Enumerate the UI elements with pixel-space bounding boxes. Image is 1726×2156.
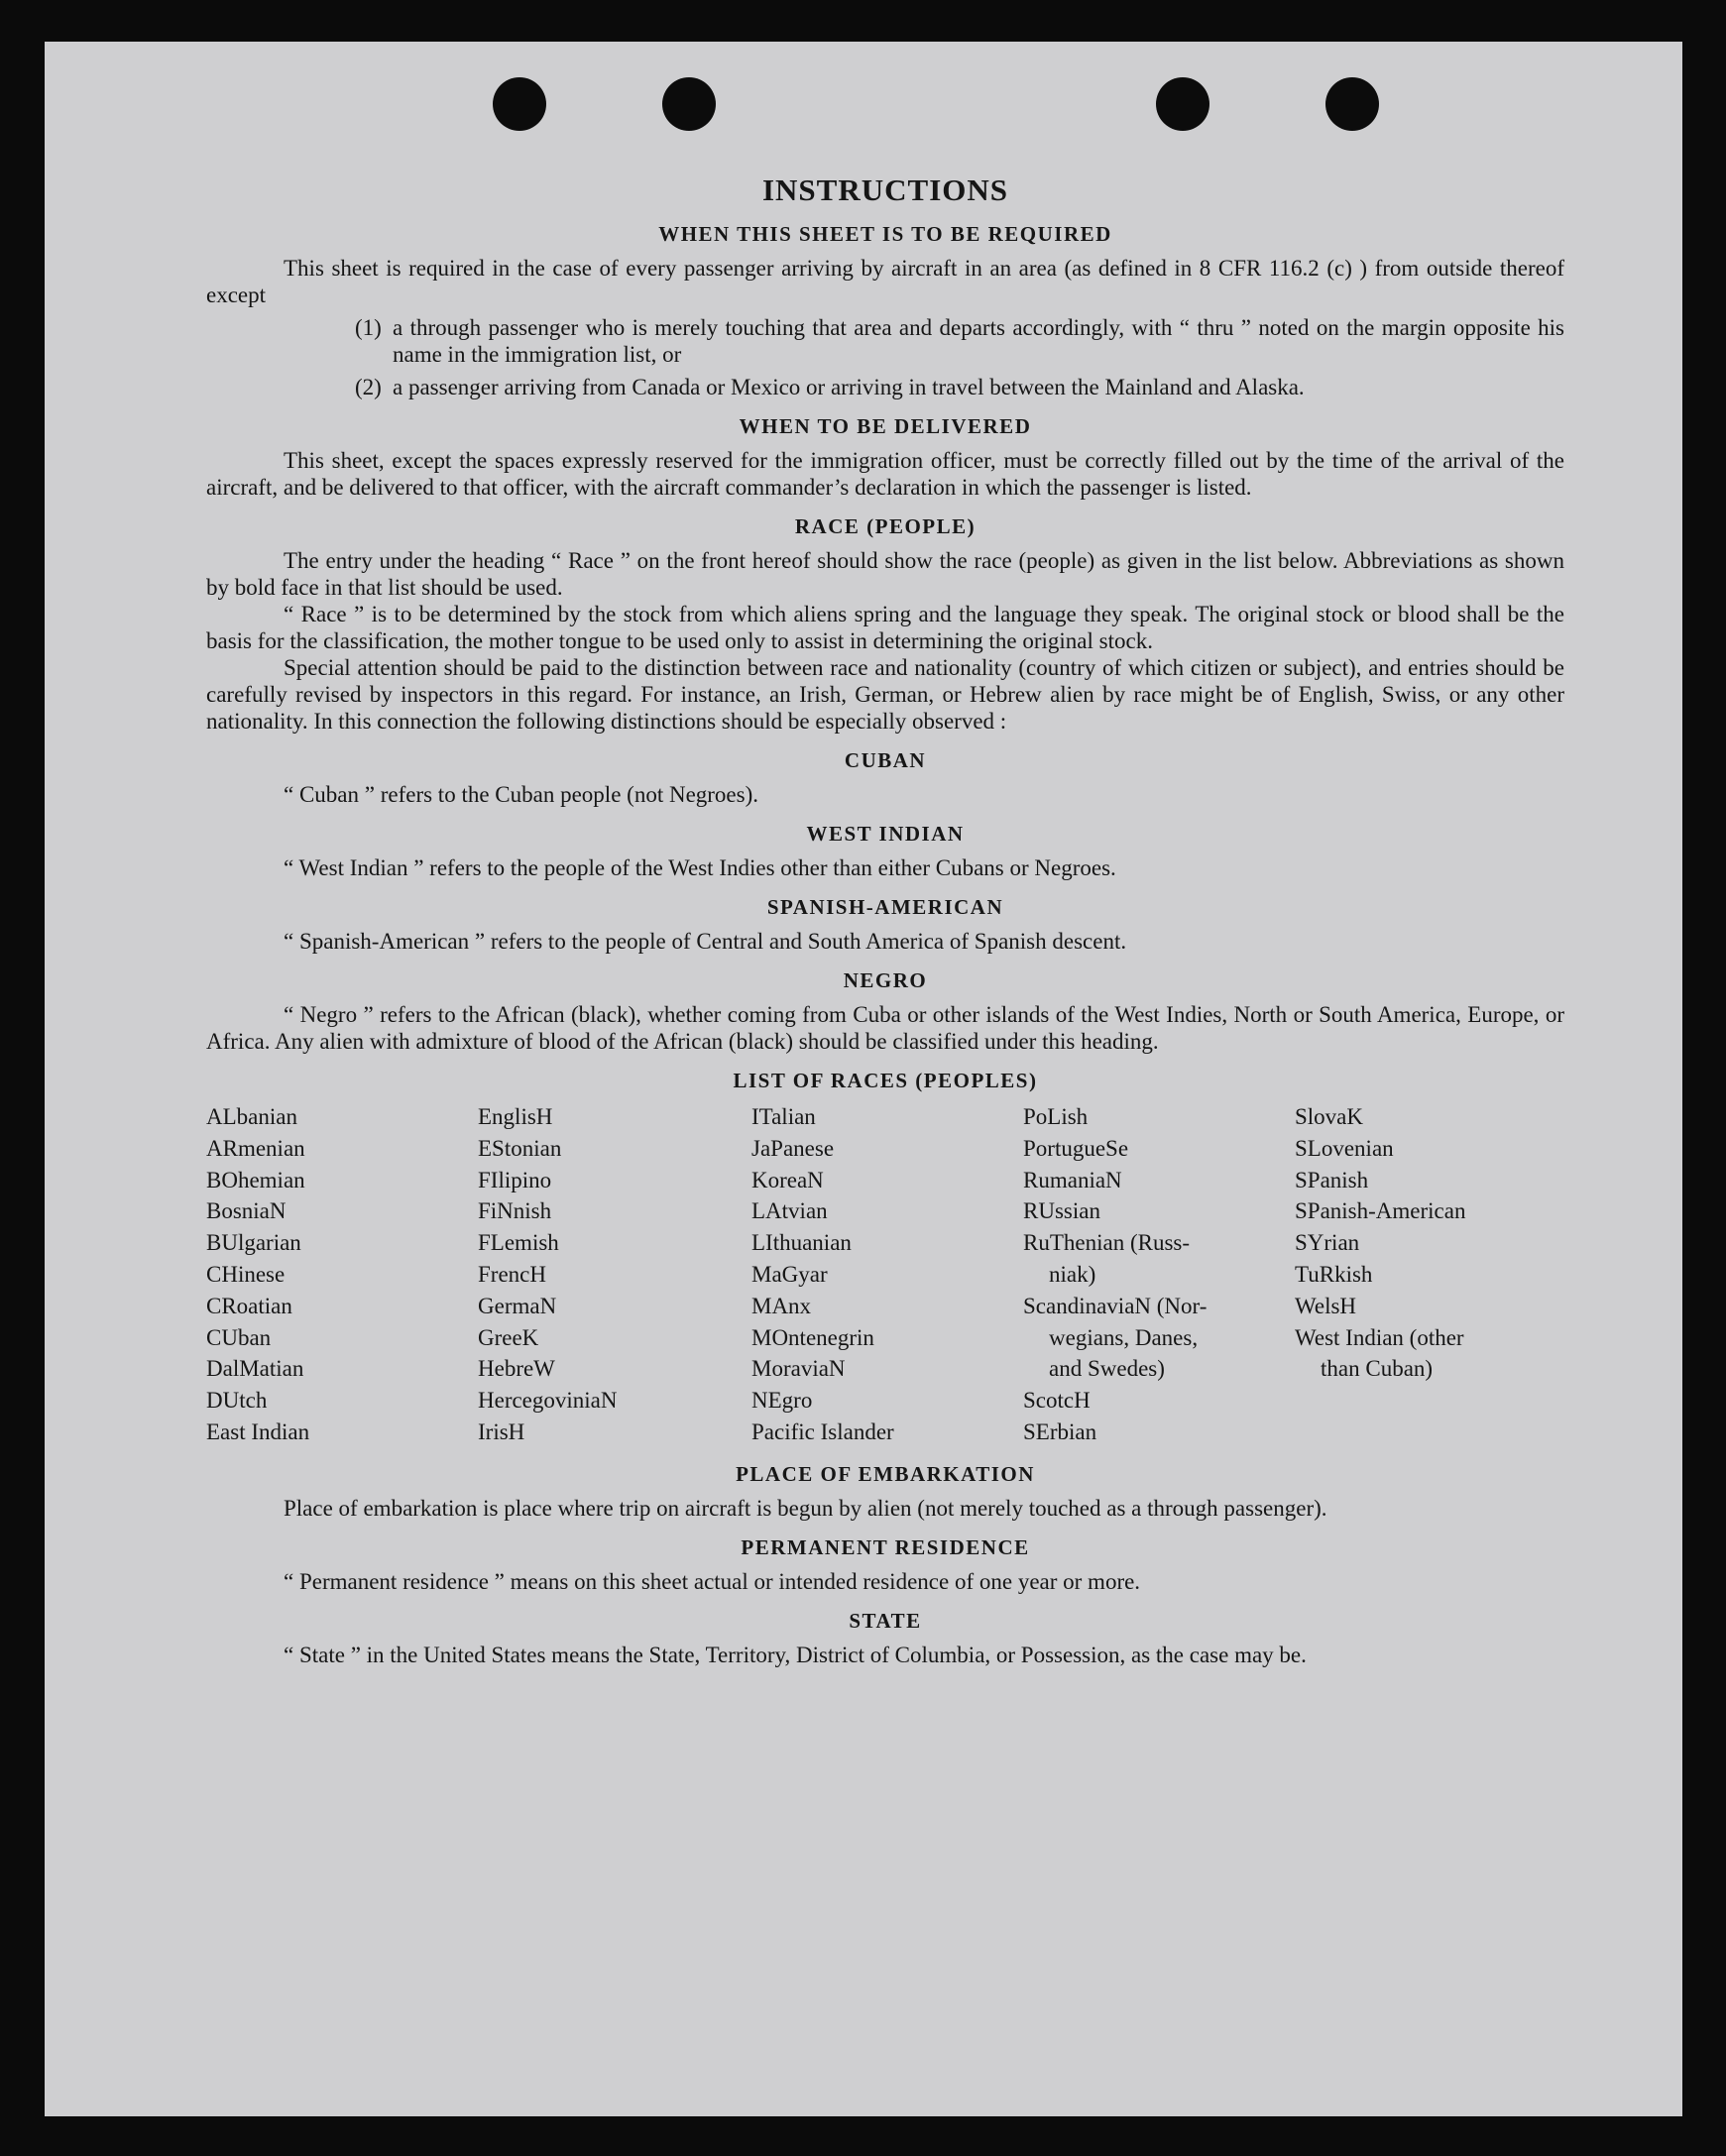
races-column <box>206 1101 478 1448</box>
section-heading-negro: NEGRO <box>843 968 928 992</box>
race-list-item: RumaniaN <box>1023 1167 1122 1192</box>
exception-item <box>355 374 1564 400</box>
exception-item <box>355 314 1564 368</box>
race-list-item: FrencH <box>478 1261 546 1287</box>
race-list-item: SYrian <box>1295 1230 1360 1256</box>
race-list-item: East Indian <box>206 1418 310 1444</box>
race-list-item: MAnx <box>751 1293 812 1318</box>
section-heading-cuban: CUBAN <box>844 748 927 772</box>
race-list-item: HercegoviniaN <box>478 1388 618 1414</box>
race-list-item: FLemish <box>478 1230 559 1256</box>
race-list-item: FIlipino <box>478 1167 552 1192</box>
paragraph-when-required: This sheet is required in the case of every passenger arriving by aircraft in an area (as defined in 8 CFR 116.2 (c) ) from outside thereof except <box>206 256 1564 307</box>
section-heading-race: RACE (PEOPLE) <box>794 514 977 538</box>
race-list-item: SlovaK <box>1295 1104 1363 1129</box>
race-list-item: PortugueSe <box>1023 1135 1129 1161</box>
race-list-item: EStonian <box>478 1135 562 1161</box>
race-list-item: ALbanian <box>206 1104 297 1129</box>
race-list-item: and Swedes) <box>1049 1356 1165 1382</box>
paragraph-state: “ State ” in the United States means the State, Territory, District of Columbia, or Possession, as the case may be. <box>284 1642 1307 1667</box>
race-list-item: ScandinaviaN (Nor- <box>1023 1293 1208 1318</box>
races-column <box>1023 1101 1295 1448</box>
section-heading-when-required: WHEN THIS SHEET IS TO BE REQUIRED <box>658 222 1112 246</box>
race-list-item: CRoatian <box>206 1293 292 1318</box>
race-list-item: SLovenian <box>1295 1135 1394 1161</box>
punch-hole <box>1156 77 1209 131</box>
section-heading-when-delivered: WHEN TO BE DELIVERED <box>739 414 1032 438</box>
race-list-item: HebreW <box>478 1356 555 1382</box>
race-list-item: FiNnish <box>478 1198 552 1224</box>
paragraph-embarkation: Place of embarkation is place where trip on aircraft is begun by alien (not merely touched as a through passenger). <box>284 1495 1327 1521</box>
race-list-item: MoraviaN <box>751 1356 846 1382</box>
section-heading-spanish-american: SPANISH-AMERICAN <box>766 895 1004 919</box>
race-list-item: RUssian <box>1023 1198 1100 1224</box>
race-list-item: DalMatian <box>206 1356 304 1382</box>
race-list-item: CHinese <box>206 1261 286 1287</box>
exception-text: a passenger arriving from Canada or Mexico or arriving in travel between the Mainland and Alaska. <box>393 375 1305 399</box>
race-list-item: TuRkish <box>1295 1261 1373 1287</box>
paragraph-race-3: Special attention should be paid to the distinction between race and nationality (country of which citizen or subject), and entries should be carefully revised by inspectors in this regard. For instance, an Irish, German, or Hebrew alien by race might be of English, Swiss, or any other nationality. In this connection the following distinctions should be especially observed : <box>206 655 1564 734</box>
page-title: INSTRUCTIONS <box>761 172 1008 207</box>
race-list-item: than Cuban) <box>1321 1356 1434 1382</box>
race-list-item: BosniaN <box>206 1198 287 1224</box>
punch-hole <box>493 77 546 131</box>
document-page <box>45 42 1682 2116</box>
race-list-item: SPanish <box>1295 1167 1369 1192</box>
race-list-item: ARmenian <box>206 1135 305 1161</box>
race-list-item: IrisH <box>478 1418 525 1444</box>
section-heading-west-indian: WEST INDIAN <box>806 822 965 846</box>
section-heading-embarkation: PLACE OF EMBARKATION <box>736 1461 1035 1486</box>
race-list-item: SErbian <box>1023 1418 1097 1444</box>
race-list-item: wegians, Danes, <box>1049 1324 1199 1350</box>
section-heading-list-of-races: LIST OF RACES (PEOPLES) <box>733 1069 1038 1092</box>
paragraph-race-1: The entry under the heading “ Race ” on the front hereof should show the race (people) as given in the list below. Abbreviations as shown by bold face in that list should be used. <box>206 548 1564 600</box>
punch-hole <box>1325 77 1379 131</box>
paragraph-west-indian: “ West Indian ” refers to the people of the West Indies other than either Cubans or Negroes. <box>284 855 1116 880</box>
punch-hole <box>662 77 716 131</box>
instructions-body <box>206 170 1564 1668</box>
race-list-item: West Indian (other <box>1295 1324 1464 1350</box>
races-column <box>478 1101 751 1448</box>
exception-number: (1) <box>355 315 382 340</box>
race-list-item: NEgro <box>751 1388 813 1414</box>
race-list-item: niak) <box>1049 1261 1096 1287</box>
race-list-item: LAtvian <box>751 1198 828 1224</box>
races-column <box>751 1101 1023 1448</box>
race-list-item: JaPanese <box>751 1135 835 1161</box>
race-list-item: MOntenegrin <box>751 1324 874 1350</box>
race-list-item: KoreaN <box>751 1167 824 1192</box>
paragraph-cuban: “ Cuban ” refers to the Cuban people (not Negroes). <box>284 782 759 807</box>
paragraph-when-delivered: This sheet, except the spaces expressly reserved for the immigration officer, must be correctly filled out by the time of the arrival of the aircraft, and be delivered to that officer, with the aircraft commander’s declaration in which the passenger is listed. <box>206 448 1564 500</box>
race-list-item: DUtch <box>206 1388 268 1414</box>
race-list-item: BUlgarian <box>206 1230 301 1256</box>
exception-text: a through passenger who is merely touching that area and departs accordingly, with “ thru ” noted on the margin opposite his name in the immigration list, or <box>393 315 1564 367</box>
paragraph-negro: “ Negro ” refers to the African (black), whether coming from Cuba or other islands of the West Indies, North or South America, Europe, or Africa. Any alien with admixture of blood of the African (black) should be classified under this heading. <box>206 1002 1564 1054</box>
races-column <box>1295 1101 1564 1448</box>
race-list-item: GermaN <box>478 1293 557 1318</box>
section-heading-permanent-residence: PERMANENT RESIDENCE <box>741 1534 1030 1559</box>
race-list-item: EnglisH <box>478 1104 553 1129</box>
race-list-item: ITalian <box>751 1104 816 1129</box>
paragraph-permanent-residence: “ Permanent residence ” means on this sheet actual or intended residence of one year or more. <box>284 1568 1141 1594</box>
paragraph-spanish-american: “ Spanish-American ” refers to the people of Central and South America of Spanish descent. <box>284 929 1127 954</box>
race-list-item: GreeK <box>478 1324 539 1350</box>
race-list-item: PoLish <box>1023 1104 1089 1129</box>
race-list-item: MaGyar <box>751 1261 828 1287</box>
exception-number: (2) <box>355 375 382 399</box>
section-heading-state: STATE <box>849 1608 922 1633</box>
race-list-item: BOhemian <box>206 1167 305 1192</box>
races-list <box>206 1101 1564 1448</box>
paragraph-race-2: “ Race ” is to be determined by the stock from which aliens spring and the language they speak. The original stock or blood shall be the basis for the classification, the mother tongue to be used only to assist in determining the original stock. <box>206 602 1564 653</box>
race-list-item: Pacific Islander <box>751 1418 894 1444</box>
race-list-item: SPanish-American <box>1295 1198 1466 1224</box>
race-list-item: CUban <box>206 1324 272 1350</box>
race-list-item: RuThenian (Russ- <box>1023 1230 1191 1256</box>
race-list-item: ScotcH <box>1023 1388 1091 1414</box>
race-list-item: WelsH <box>1295 1293 1357 1318</box>
race-list-item: LIthuanian <box>751 1230 852 1256</box>
